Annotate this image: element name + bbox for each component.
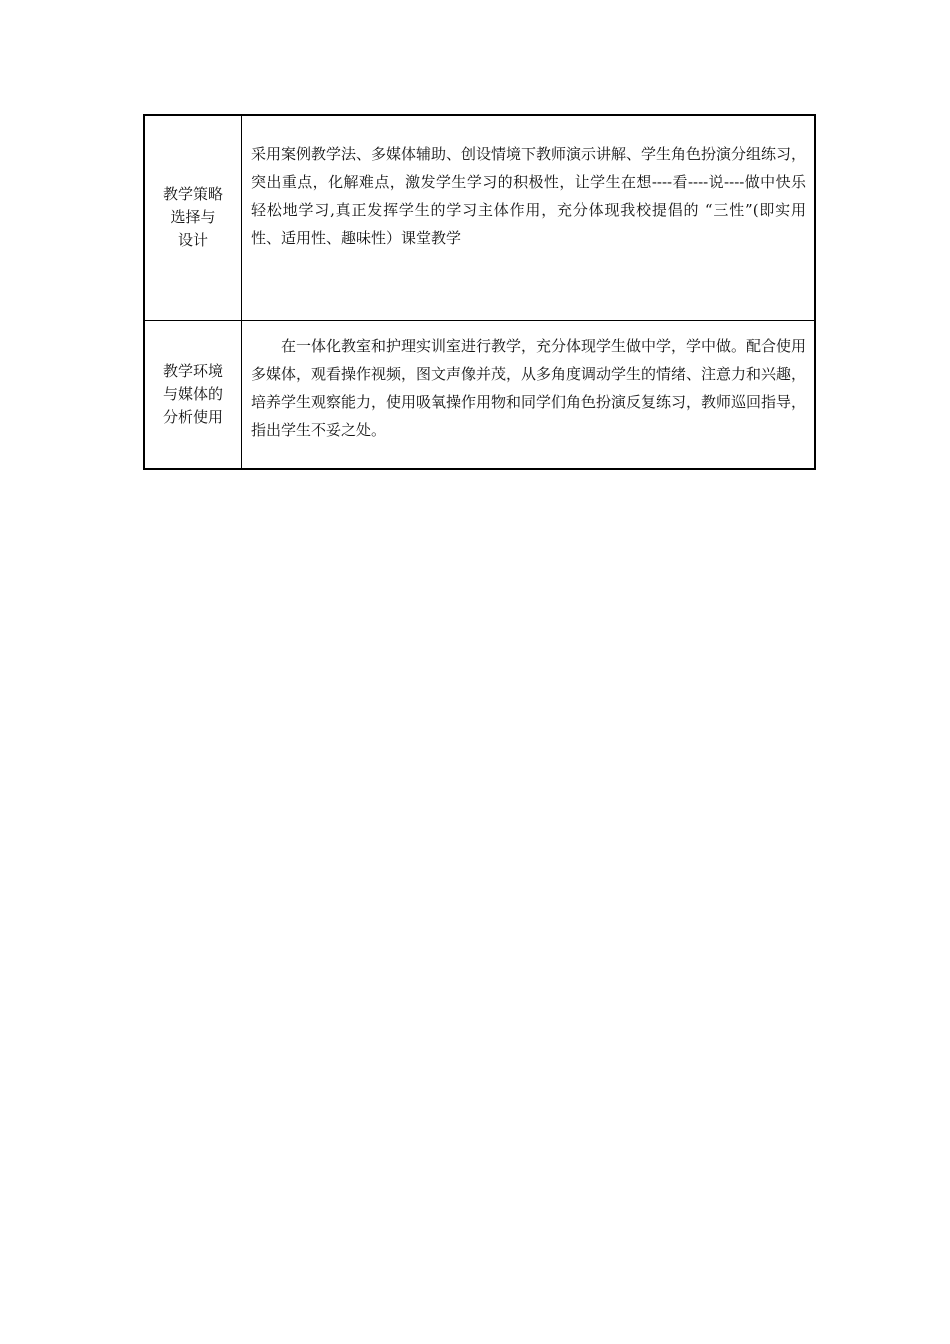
- table-row-strategy: [144, 115, 815, 320]
- table-row-environment: [144, 320, 815, 469]
- row-label-strategy: [144, 115, 242, 320]
- label-line: 分析使用: [162, 407, 223, 426]
- row-content-environment: [242, 320, 816, 469]
- row-label-environment: [144, 320, 242, 469]
- teaching-plan-table: [143, 114, 816, 470]
- label-line: 选择与: [170, 208, 216, 227]
- environment-paragraph: 在一体化教室和护理实训室进行教学，充分体现学生做中学，学中做。配合使用多媒体，观看操作视频，图文声像并茂，从多角度调动学生的情绪、注意力和兴趣，培养学生观察能力，使用吸氧操作用物和同学们角色扮演反复练习，教师巡回指导，指出学生不妥之处。: [251, 337, 807, 440]
- label-line: 设计: [177, 231, 208, 250]
- label-line: 与媒体的: [162, 384, 223, 403]
- label-line: 教学策略: [162, 185, 223, 204]
- strategy-paragraph: 采用案例教学法、多媒体辅助、创设情境下教师演示讲解、学生角色扮演分组练习，突出重点，化解难点，激发学生学习的积极性，让学生在想----看----说----做中快乐轻松地学习,真正发挥学生的学习主体作用，充分体现我校提倡的 “三性”(即实用性、适用性、趣味性）课堂教学: [251, 144, 807, 247]
- row-content-strategy: [242, 115, 816, 320]
- label-line: 教学环境: [162, 361, 223, 380]
